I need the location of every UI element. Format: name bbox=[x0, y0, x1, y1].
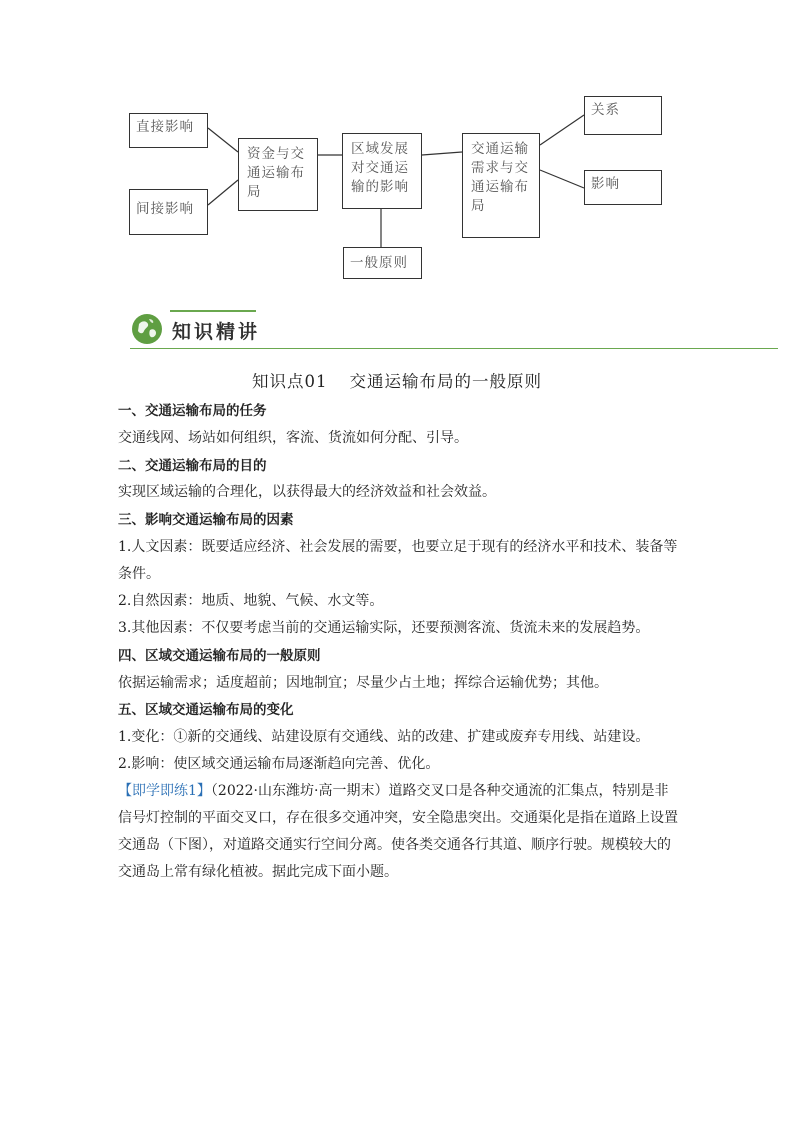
section-text-3-3: 2.自然因素：地质、地貌、气候、水文等。 bbox=[118, 593, 384, 609]
exercise-text-2: 信号灯控制的平面交叉口，存在很多交通冲突，安全隐患突出。交通渠化是指在道路上设置 bbox=[118, 810, 678, 826]
banner-title: 知识精讲 bbox=[172, 321, 261, 343]
section-text-5-2: 2.影响：使区域交通运输布局逐渐趋向完善、优化。 bbox=[118, 756, 440, 772]
section-text-4: 依据运输需求；适度超前；因地制宜；尽量少占土地；挥综合运输优势；其他。 bbox=[118, 675, 608, 691]
knowledge-banner bbox=[130, 308, 778, 352]
section-heading-4: 四、区域交通运输布局的一般原则 bbox=[118, 648, 321, 664]
box-capital-layout: 资金与交通运输布局 bbox=[238, 138, 318, 211]
box-transport-demand: 交通运输需求与交通运输布局 bbox=[462, 133, 540, 238]
box-general-principle: 一般原则 bbox=[343, 247, 422, 279]
exercise-first-line bbox=[118, 781, 668, 801]
section-text-5-1: 1.变化：①新的交通线、站建设原有交通线、站的改建、扩建或废弃专用线、站建设。 bbox=[118, 729, 650, 745]
section-heading-5: 五、区域交通运输布局的变化 bbox=[118, 702, 294, 718]
connector-relation bbox=[540, 115, 584, 145]
banner-top-line bbox=[170, 310, 256, 312]
section-text-1: 交通线网、场站如何组织，客流、货流如何分配、引导。 bbox=[118, 430, 468, 446]
section-text-2: 实现区域运输的合理化，以获得最大的经济效益和社会效益。 bbox=[118, 484, 496, 500]
exercise-badge: 【即学即练1】 bbox=[118, 783, 211, 799]
box-relation: 关系 bbox=[584, 96, 662, 135]
box-direct-influence: 直接影响 bbox=[129, 113, 208, 148]
section-heading-2: 二、交通运输布局的目的 bbox=[118, 458, 267, 474]
concept-diagram bbox=[0, 0, 794, 290]
connector-influence bbox=[540, 170, 584, 188]
knowledge-point-title bbox=[0, 368, 794, 392]
section-text-3-4: 3.其他因素：不仅要考虑当前的交通运输实际，还要预测客流、货流未来的发展趋势。 bbox=[118, 620, 650, 636]
exercise-text-3: 交通岛（下图），对道路交通实行空间分离。使各类交通各行其道、顺序行驶。规模较大的 bbox=[118, 837, 671, 853]
box-indirect-influence: 间接影响 bbox=[129, 189, 208, 235]
section-text-3-2: 条件。 bbox=[118, 566, 160, 582]
box-influence: 影响 bbox=[584, 170, 662, 205]
section-text-3-1: 1.人文因素：既要适应经济、社会发展的需要，也要立足于现有的经济水平和技术、装备等 bbox=[118, 539, 678, 555]
knowledge-point-number: 知识点01 bbox=[252, 372, 328, 391]
section-heading-1: 一、交通运输布局的任务 bbox=[118, 403, 267, 419]
box-regional-development: 区域发展对交通运输的影响 bbox=[342, 133, 422, 209]
exercise-source-text: （2022·山东潍坊·高一期末）道路交叉口是各种交通流的汇集点，特别是非 bbox=[210, 783, 669, 799]
connector-direct bbox=[208, 128, 238, 152]
banner-underline bbox=[130, 348, 778, 349]
exercise-text-4: 交通岛上常有绿化植被。据此完成下面小题。 bbox=[118, 864, 398, 880]
knowledge-point-name: 交通运输布局的一般原则 bbox=[349, 372, 542, 391]
connector-regional-demand bbox=[422, 152, 462, 155]
connector-indirect bbox=[208, 180, 238, 205]
section-heading-3: 三、影响交通运输布局的因素 bbox=[118, 512, 294, 528]
globe-icon bbox=[132, 314, 162, 344]
